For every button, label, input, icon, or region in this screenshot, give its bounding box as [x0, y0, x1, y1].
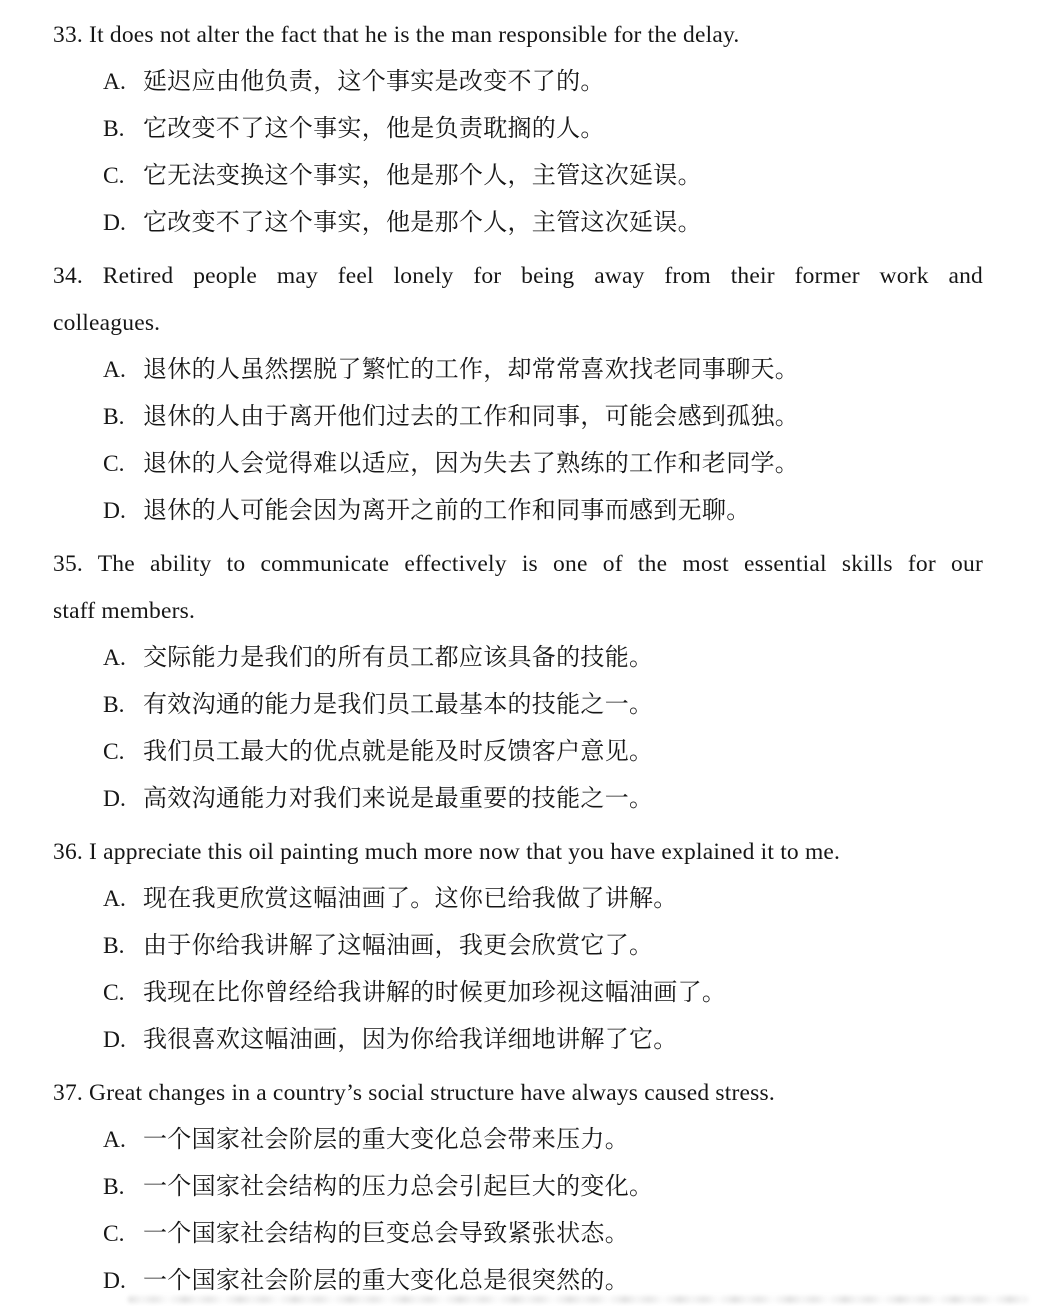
option-label: A. [103, 357, 126, 383]
option-text: 退休的人可能会因为离开之前的工作和同事而感到无聊。 [143, 498, 751, 524]
option-label: B. [103, 933, 125, 959]
option-label: B. [103, 404, 125, 430]
option-text: 延迟应由他负责，这个事实是改变不了的。 [143, 69, 605, 95]
option-label: B. [103, 1174, 125, 1200]
option-text: 一个国家社会结构的压力总会引起巨大的变化。 [143, 1174, 654, 1200]
question-33-stem: 33. It does not alter the fact that he is the man responsible for the delay. [53, 22, 740, 48]
question-36 [53, 829, 983, 1064]
option-text: 它改变不了这个事实，他是那个人，主管这次延误。 [143, 210, 702, 236]
question-33-option-b [53, 106, 983, 153]
question-35-stem-line2: staff members. [53, 598, 196, 624]
option-label: C. [103, 739, 125, 765]
question-34-option-a [53, 347, 983, 394]
question-35-option-a [53, 635, 983, 682]
question-36-option-c [53, 970, 983, 1017]
question-36-option-a [53, 876, 983, 923]
option-label: C. [103, 163, 125, 189]
question-37-option-b [53, 1164, 983, 1211]
option-text: 退休的人由于离开他们过去的工作和同事，可能会感到孤独。 [143, 404, 800, 430]
question-34-stem-line2: colleagues. [53, 310, 161, 336]
question-37-option-a [53, 1117, 983, 1164]
question-34-option-d [53, 488, 983, 535]
option-text: 一个国家社会阶层的重大变化总是很突然的。 [143, 1268, 629, 1294]
option-text: 我们员工最大的优点就是能及时反馈客户意见。 [143, 739, 654, 765]
option-label: B. [103, 116, 125, 142]
option-label: D. [103, 210, 126, 236]
option-text: 一个国家社会阶层的重大变化总会带来压力。 [143, 1127, 629, 1153]
question-37-option-c [53, 1211, 983, 1258]
option-text: 有效沟通的能力是我们员工最基本的技能之一。 [143, 692, 654, 718]
option-text: 退休的人会觉得难以适应，因为失去了熟练的工作和老同学。 [143, 451, 800, 477]
option-label: D. [103, 786, 126, 812]
question-35 [53, 541, 983, 823]
question-33-option-a [53, 59, 983, 106]
option-label: C. [103, 980, 125, 1006]
question-36-stem: 36. I appreciate this oil painting much more now that you have explained it to me. [53, 839, 841, 865]
question-35-option-d [53, 776, 983, 823]
option-text: 一个国家社会结构的巨变总会导致紧张状态。 [143, 1221, 629, 1247]
question-33-option-c [53, 153, 983, 200]
option-label: B. [103, 692, 125, 718]
question-35-stem-line1: 35. The ability to communicate effectively is one of the most essential skills for our [53, 551, 983, 577]
option-text: 它改变不了这个事实，他是负责耽搁的人。 [143, 116, 605, 142]
option-text: 高效沟通能力对我们来说是最重要的技能之一。 [143, 786, 654, 812]
option-text: 退休的人虽然摆脱了繁忙的工作，却常常喜欢找老同事聊天。 [143, 357, 800, 383]
question-35-option-c [53, 729, 983, 776]
question-34-option-c [53, 441, 983, 488]
option-text: 我很喜欢这幅油画，因为你给我详细地讲解了它。 [143, 1027, 678, 1053]
option-label: A. [103, 69, 126, 95]
question-33 [53, 12, 983, 247]
option-text: 我现在比你曾经给我讲解的时候更加珍视这幅油画了。 [143, 980, 727, 1006]
option-text: 交际能力是我们的所有员工都应该具备的技能。 [143, 645, 654, 671]
option-label: D. [103, 498, 126, 524]
option-label: A. [103, 1127, 126, 1153]
question-36-option-d [53, 1017, 983, 1064]
option-label: C. [103, 451, 125, 477]
cut-off-next-line-artifact [128, 1296, 1028, 1303]
question-34 [53, 253, 983, 535]
question-34-stem-line1: 34. Retired people may feel lonely for being away from their former work and [53, 263, 983, 289]
option-label: C. [103, 1221, 125, 1247]
option-text: 由于你给我讲解了这幅油画，我更会欣赏它了。 [143, 933, 654, 959]
question-35-option-b [53, 682, 983, 729]
question-37 [53, 1070, 983, 1305]
option-label: D. [103, 1268, 126, 1294]
question-37-stem: 37. Great changes in a country’s social structure have always caused stress. [53, 1080, 775, 1106]
question-33-option-d [53, 200, 983, 247]
question-36-option-b [53, 923, 983, 970]
option-label: A. [103, 645, 126, 671]
question-34-option-b [53, 394, 983, 441]
option-label: D. [103, 1027, 126, 1053]
option-label: A. [103, 886, 126, 912]
option-text: 它无法变换这个事实，他是那个人，主管这次延误。 [143, 163, 702, 189]
option-text: 现在我更欣赏这幅油画了。这你已给我做了讲解。 [143, 886, 678, 912]
